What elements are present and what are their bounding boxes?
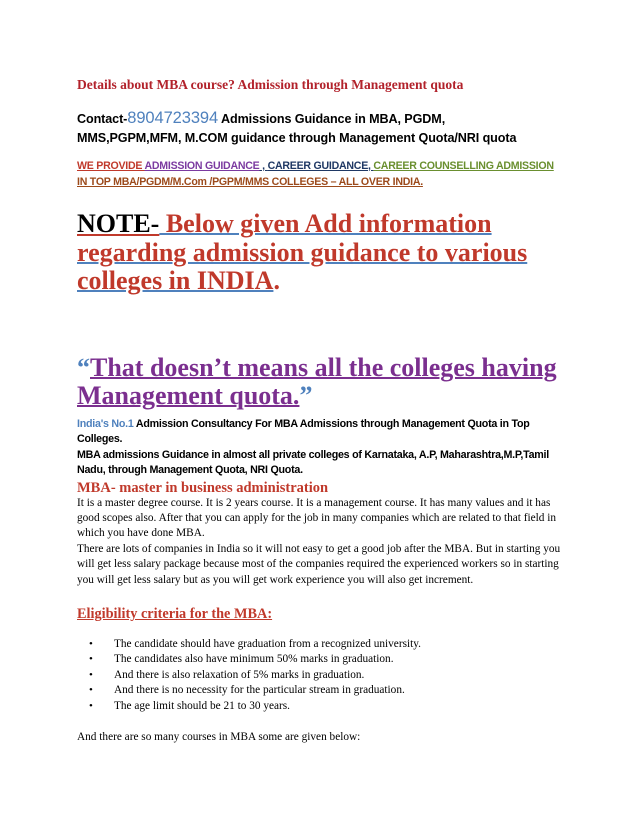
quote-text: That doesn’t means all the colleges having Management quota. [77, 352, 557, 410]
provide-career-counselling: CAREER COUNSELLING ADMISSION [373, 160, 554, 172]
quote-open: “ [77, 352, 90, 382]
consultancy-line-2: MBA admissions Guidance in almost all private colleges of Karnataka, A.P, Maharashtra,M.P,Tamil Nadu, through Management Quota, NRI Quota. [77, 448, 549, 476]
provide-career-guidance: CAREER GUIDANCE [267, 160, 369, 172]
contact-text-2: MMS,PGPM,MFM, M.COM guidance through Management Quota/NRI quota [77, 131, 517, 145]
eligibility-heading: Eligibility criteria for the MBA: [77, 605, 273, 622]
mba-heading: MBA- master in business administration [77, 479, 329, 496]
eligibility-item-text: The candidate should have graduation from a recognized university. [114, 637, 421, 650]
quote-close: ” [299, 381, 313, 410]
eligibility-item-text: And there is no necessity for the particular stream in graduation. [114, 684, 405, 697]
mba-paragraph-2: There are lots of companies in India so it will not easy to get a good job after the MBA. But in starting you will get less salary package because most of the companies required the experienced workers so in starting you will get less salary but as you will get work experience you will also get increment. [77, 542, 561, 586]
contact-text-1: Admissions Guidance in MBA, PGDM, [218, 112, 446, 126]
note-heading [77, 210, 572, 296]
consultancy-line-1: Admission Consultancy For MBA Admissions through Management Quota in Top Colleges. [77, 417, 530, 445]
consultancy-no1: India's No.1 [77, 417, 134, 430]
note-dot: . [273, 266, 280, 295]
provide-colleges: IN TOP MBA/PGDM/M.Com /PGPM/MMS COLLEGES – ALL OVER INDIA. [77, 176, 423, 188]
provide-separator-2: , [368, 160, 374, 172]
bullet-icon: • [89, 684, 93, 697]
bullet-icon: • [89, 637, 93, 650]
list-item [77, 699, 572, 714]
eligibility-item-text: The candidates also have minimum 50% marks in graduation. [114, 653, 394, 666]
provide-separator-1: , [259, 160, 268, 172]
bullet-icon: • [89, 668, 93, 681]
provide-admission-guidance: ADMISSION GUIDANCE [144, 160, 260, 172]
note-text: Below given Add information regarding admission guidance to various colleges in INDIA [77, 209, 528, 295]
contact-prefix: Contact- [77, 112, 128, 126]
eligibility-item-text: And there is also relaxation of 5% marks in graduation. [114, 668, 365, 681]
list-item [77, 637, 572, 652]
mba-paragraph-1: It is a master degree course. It is 2 years course. It is a management course. It has many values and it has good scopes also. After that you can apply for the job in many companies which are related to that field in which you have done MBA. [77, 496, 557, 540]
document-title: Details about MBA course? Admission through Management quota [77, 77, 464, 92]
quote-heading [77, 354, 572, 411]
contact-block [77, 109, 572, 148]
list-item [77, 652, 572, 667]
eligibility-item-text: The age limit should be 21 to 30 years. [114, 699, 291, 712]
note-label: NOTE- [77, 209, 160, 238]
provide-block [77, 158, 572, 190]
eligibility-list [77, 637, 572, 714]
bullet-icon: • [89, 699, 93, 712]
consultancy-block [77, 417, 572, 479]
list-item [77, 668, 572, 683]
provide-we-provide: WE PROVIDE [77, 160, 145, 172]
bullet-icon: • [89, 653, 93, 666]
phone-number: 8904723394 [127, 109, 219, 127]
list-item [77, 683, 572, 698]
closing-text: And there are so many courses in MBA some are given below: [77, 730, 361, 743]
document-page [77, 64, 572, 745]
